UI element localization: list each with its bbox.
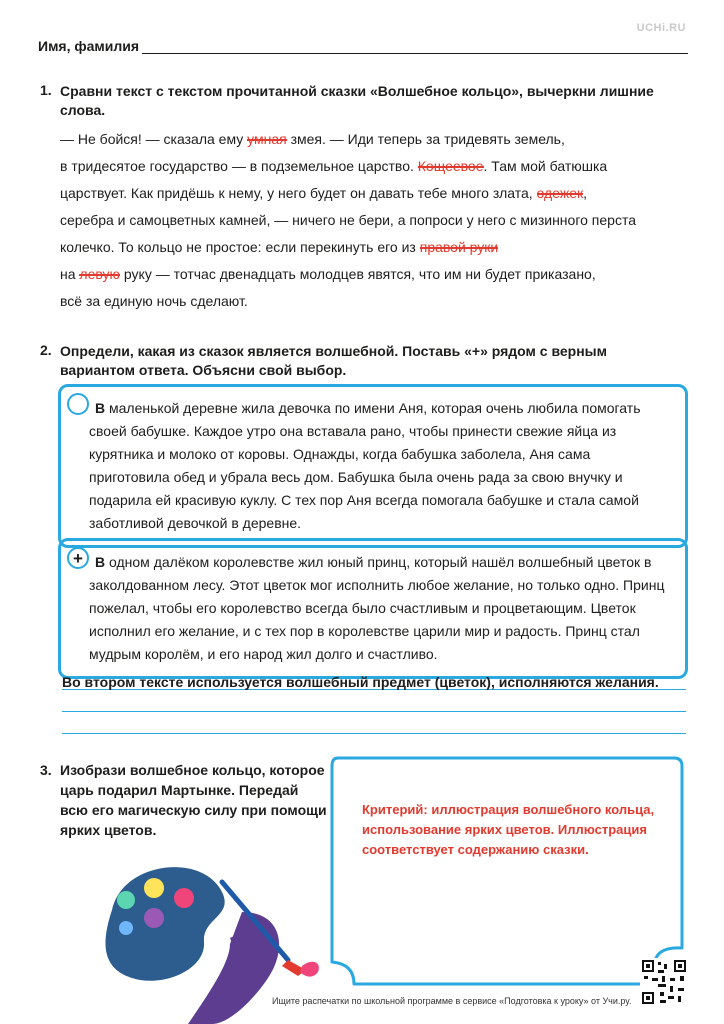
excerpt-line: колечко. То кольцо не простое: если перекинуть его из правой руки: [60, 239, 499, 255]
drawing-frame[interactable]: [324, 754, 688, 990]
struck-word[interactable]: одежек: [536, 185, 584, 201]
struck-word[interactable]: правой руки: [419, 239, 499, 255]
option-1-text: маленькой деревне жила девочка по имени Аня, которая очень любила помогать своей бабушке. Каждое утро она вставала рано, чтобы принести свежие яйца из курятника и молоко от коровы. Однажды, когда бабушка заболела, Аня сама приготовила обед и убрала весь дом. Бабушка была очень рада за свою внучку и подарила ей красивую куклу. С тех пор Аня всегда помогала бабушке и стала самой заботливой девочкой в деревне.: [89, 400, 641, 531]
brand-logo: UCHi.RU: [636, 22, 686, 34]
option-2-checkbox[interactable]: +: [67, 547, 89, 569]
excerpt-line: серебра и самоцветных камней, — ничего не бери, а попроси у него с мизинного перста: [60, 212, 636, 228]
assessment-criteria: Критерий: иллюстрация волшебного кольца, использование ярких цветов. Иллюстрация соответствует содержанию сказки.: [362, 802, 655, 857]
struck-word[interactable]: Кощеевое: [417, 158, 484, 174]
excerpt-line: на левую руку — тотчас двенадцать молодцев явятся, что им ни будет приказано,: [60, 266, 596, 282]
task-2: [40, 342, 670, 380]
option-card-1[interactable]: В маленькой деревне жила девочка по имени Аня, которая очень любила помогать своей бабушке. Каждое утро она вставала рано, чтобы принести свежие яйца из курятника и молоко от коровы. Однажды, когда бабушка заболела, Аня сама приготовила обед и убрала весь дом. Бабушка была очень рада за свою внучку и подарила ей красивую куклу. С тех пор Аня всегда помогала бабушке и стала самой заботливой девочкой в деревне.: [58, 384, 688, 548]
name-line[interactable]: [142, 40, 688, 54]
task-1: [40, 82, 670, 120]
fairy-tale-excerpt: [60, 126, 696, 315]
task-2-number: 2.: [40, 342, 52, 358]
excerpt-line: всё за единую ночь сделают.: [60, 293, 248, 309]
task-3-question: Изобрази волшебное кольцо, которое царь подарил Мартынке. Передай всю его магическую силу при помощи ярких цветов.: [60, 762, 327, 838]
struck-word[interactable]: умная: [247, 131, 287, 147]
task-3-number: 3.: [40, 762, 52, 778]
excerpt-line: в тридесятое государство — в подземельное царство. Кощеевое. Там мой батюшка: [60, 158, 608, 174]
excerpt-line: — Не бойся! — сказала ему умная змея. — Иди теперь за тридевять земель,: [60, 131, 565, 147]
qr-code-icon[interactable]: [640, 958, 688, 1006]
excerpt-line: царствует. Как придёшь к нему, у него будет он давать тебе много злата, одежек,: [60, 185, 587, 201]
name-field: [38, 38, 688, 54]
task-1-number: 1.: [40, 82, 52, 98]
answer-text: Во втором тексте используется волшебный предмет (цветок), исполняются желания.: [62, 674, 659, 690]
task-2-question: Определи, какая из сказок является волшебной. Поставь «+» рядом с верным вариантом ответа. Объясни свой выбор.: [60, 343, 607, 378]
option-card-2[interactable]: + В одном далёком королевстве жил юный принц, который нашёл волшебный цветок в заколдованном лесу. Этот цветок мог исполнить любое желание, но только одно. Принц пожелал, чтобы его королевство всегда было счастливым и процветающим. Цветок исполнил его желание, и с тех пор в королевстве царили мир и радость. Принц стал мудрым королём, и его народ жил долго и счастливо.: [58, 538, 688, 679]
task-3: [40, 760, 330, 840]
struck-word[interactable]: левую: [79, 266, 121, 282]
name-label: Имя, фамилия: [38, 38, 140, 54]
task-1-question: Сравни текст с текстом прочитанной сказки «Волшебное кольцо», вычеркни лишние слова.: [60, 83, 654, 118]
footer-note: Ищите распечатки по школьной программе в сервисе «Подготовка к уроку» от Учи.ру.: [272, 996, 632, 1006]
option-2-text: одном далёком королевстве жил юный принц, который нашёл волшебный цветок в заколдованном лесу. Этот цветок мог исполнить любое желание, но только одно. Принц пожелал, чтобы его королевство всегда было счастливым и процветающим. Цветок исполнил его желание, и с тех пор в королевстве царили мир и радость. Принц стал мудрым королём, и его народ жил долго и счастливо.: [89, 554, 665, 662]
option-1-checkbox[interactable]: [67, 393, 89, 415]
answer-lines[interactable]: [62, 668, 686, 734]
